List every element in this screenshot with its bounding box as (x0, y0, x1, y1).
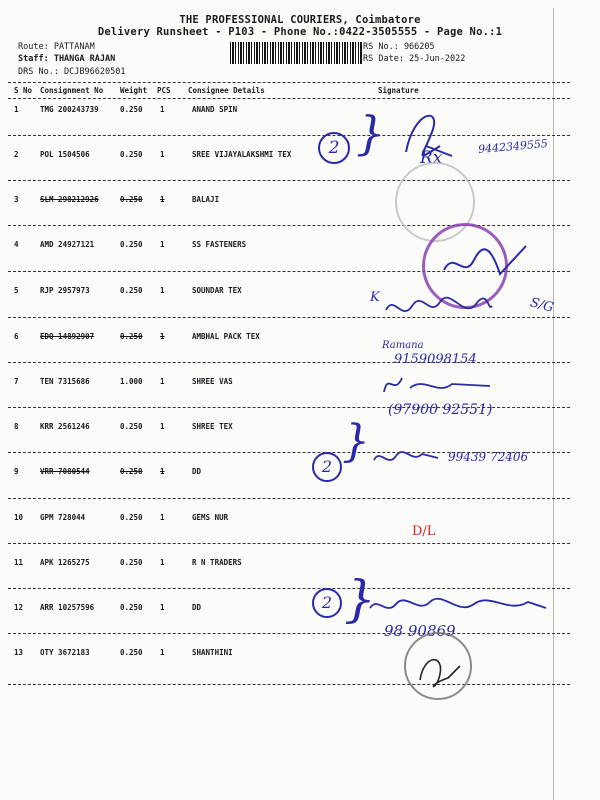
phone-handwritten-7: (97900 92551) (388, 402, 493, 418)
row-consignee: AMBHAL PACK TEX (192, 332, 260, 341)
phone-handwritten-9: 99439 72406 (448, 450, 529, 464)
row-sno: 6 (14, 332, 19, 341)
row-weight: 0.250 (120, 195, 143, 204)
row-pcs: 1 (160, 648, 165, 657)
brace-mark: } (356, 106, 386, 160)
row-weight: 0.250 (120, 603, 143, 612)
row-sno: 10 (14, 513, 24, 522)
row-pcs: 1 (160, 422, 165, 431)
row-divider (8, 180, 570, 181)
row-weight: 0.250 (120, 240, 143, 249)
row-weight: 0.250 (120, 467, 143, 476)
page-edge-line (553, 8, 554, 800)
row-consignment: VRR 7080544 (40, 467, 90, 476)
row-consignee: ANAND SPIN (192, 105, 238, 114)
row-consignee: SHREE TEX (192, 422, 233, 431)
row-consignee: SHREE VAS (192, 377, 233, 386)
row-weight: 0.250 (120, 286, 143, 295)
circled-number-3: 2 (312, 588, 342, 618)
row-weight: 0.250 (120, 422, 143, 431)
sg-mark: S/G (528, 295, 556, 316)
row-sno: 12 (14, 603, 24, 612)
name-handwritten-6: Ramana (382, 340, 424, 351)
row-sno: 2 (14, 150, 19, 159)
row-sno: 9 (14, 467, 19, 476)
row-consignee: R N TRADERS (192, 558, 242, 567)
drs-number: DRS No.: DCJB96620501 (18, 67, 126, 77)
tamil-name-9 (372, 446, 442, 468)
row-weight: 1.000 (120, 377, 143, 386)
col-signature: Signature (378, 86, 419, 95)
row-weight: 0.250 (120, 332, 143, 341)
row-sno: 11 (14, 558, 24, 567)
row-consignee: BALAJI (192, 195, 220, 204)
row-sno: 3 (14, 195, 19, 204)
row-pcs: 1 (160, 467, 165, 476)
row-divider (8, 588, 570, 589)
company-title: THE PROFESSIONAL COURIERS, Coimbatore (179, 14, 421, 26)
row-divider (8, 135, 570, 136)
dl-mark: D/L (412, 524, 436, 539)
row-consignment: SLM 298212926 (40, 195, 99, 204)
runsheet-subtitle: Delivery Runsheet - P103 - Phone No.:0422-3505555 - Page No.:1 (97, 26, 503, 38)
row-pcs: 1 (160, 150, 165, 159)
row-pcs: 1 (160, 558, 165, 567)
row-consignee: SOUNDAR TEX (192, 286, 242, 295)
row-divider (8, 633, 570, 634)
row-consignment: ARR 10257596 (40, 603, 95, 612)
row-weight: 0.250 (120, 648, 143, 657)
tamil-name-5 (384, 292, 494, 324)
row-sno: 13 (14, 648, 24, 657)
signature-scribble-4 (440, 240, 530, 290)
circled-number-2: 2 (312, 452, 342, 482)
rs-number: RS No.: 966205 (363, 42, 435, 52)
row-consignment: TMG 200243739 (40, 105, 99, 114)
col-sno: S No (14, 86, 33, 95)
mark-k: K (370, 290, 380, 305)
row-consignment: GPM 728044 (40, 513, 86, 522)
tamil-name-12 (368, 594, 548, 618)
brace-mark-2: } (342, 416, 370, 467)
col-consignment: Consignment No (40, 86, 104, 95)
staff: Staff: THANGA RAJAN (18, 54, 116, 64)
row-sno: 8 (14, 422, 19, 431)
row-divider (8, 543, 570, 544)
header-rule-top (8, 82, 570, 83)
signature-rx: Rx (420, 148, 443, 168)
row-pcs: 1 (160, 332, 165, 341)
row-pcs: 1 (160, 377, 165, 386)
row-consignment: EDQ 14892907 (40, 332, 95, 341)
rs-date: RS Date: 25-Jun-2022 (363, 54, 466, 64)
row-consignee: SS FASTENERS (192, 240, 247, 249)
row-sno: 4 (14, 240, 19, 249)
row-consignment: TEN 7315686 (40, 377, 90, 386)
row-pcs: 1 (160, 603, 165, 612)
row-consignment: APK 1265275 (40, 558, 90, 567)
row-weight: 0.250 (120, 105, 143, 114)
route: Route: PATTANAM (18, 42, 95, 52)
row-pcs: 1 (160, 105, 165, 114)
row-consignment: OTY 3672183 (40, 648, 90, 657)
header-rule-bottom (8, 98, 570, 99)
row-weight: 0.250 (120, 150, 143, 159)
phone-handwritten-1: 9442349555 (477, 136, 549, 157)
row-sno: 1 (14, 105, 19, 114)
row-divider (8, 225, 570, 226)
row-sno: 5 (14, 286, 19, 295)
signature-scribble-13 (414, 650, 464, 690)
row-consignee: GEMS NUR (192, 513, 229, 522)
circled-number: 2 (318, 132, 350, 164)
row-consignment: POL 1504506 (40, 150, 90, 159)
row-consignee: SREE VIJAYALAKSHMI TEX (192, 150, 292, 159)
row-consignment: KRR 2561246 (40, 422, 90, 431)
row-consignee: DD (192, 467, 202, 476)
brace-mark-3: } (344, 570, 376, 628)
row-weight: 0.250 (120, 558, 143, 567)
barcode (230, 42, 362, 64)
row-consignee: SHANTHINI (192, 648, 233, 657)
row-pcs: 1 (160, 513, 165, 522)
row-divider (8, 362, 570, 363)
phone-handwritten-6: 9159098154 (394, 352, 477, 367)
row-pcs: 1 (160, 195, 165, 204)
signature-scribble-7 (380, 372, 500, 400)
col-pcs: PCS (157, 86, 171, 95)
row-pcs: 1 (160, 240, 165, 249)
row-weight: 0.250 (120, 513, 143, 522)
row-sno: 7 (14, 377, 19, 386)
row-pcs: 1 (160, 286, 165, 295)
col-weight: Weight (120, 86, 148, 95)
phone-handwritten-12: 98 90869 (384, 622, 456, 640)
row-consignment: RJP 2957973 (40, 286, 90, 295)
row-divider (8, 684, 570, 685)
row-divider (8, 498, 570, 499)
row-consignment: AMD 24927121 (40, 240, 95, 249)
row-consignee: DD (192, 603, 202, 612)
col-consignee: Consignee Details (188, 86, 265, 95)
